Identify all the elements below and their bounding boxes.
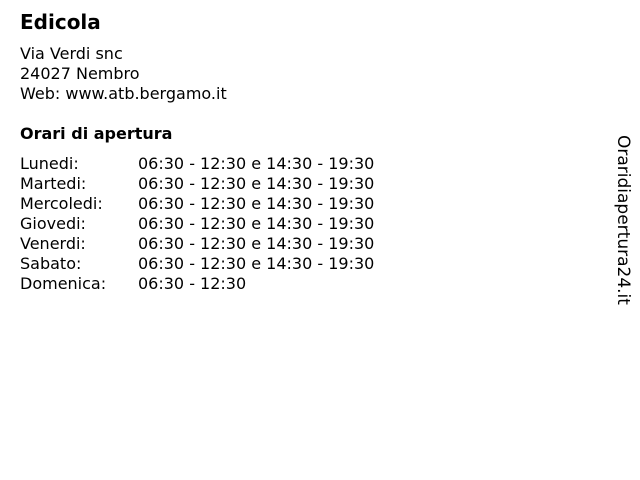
hours-day: Domenica: <box>20 274 107 293</box>
hours-row-giovedi <box>20 214 374 234</box>
hours-row-sabato <box>20 254 374 274</box>
hours-time: 06:30 - 12:30 <box>138 274 247 293</box>
hours-day: Martedi: <box>20 174 87 193</box>
hours-day: Giovedi: <box>20 214 86 233</box>
hours-time: 06:30 - 12:30 e 14:30 - 19:30 <box>138 194 375 213</box>
hours-day: Venerdi: <box>20 234 86 253</box>
page-title: Edicola <box>20 10 101 34</box>
site-brand-vertical: Oraridiapertura24.it <box>613 135 633 305</box>
hours-row-domenica <box>20 274 374 294</box>
hours-time: 06:30 - 12:30 e 14:30 - 19:30 <box>138 214 375 233</box>
hours-time: 06:30 - 12:30 e 14:30 - 19:30 <box>138 234 375 253</box>
address-city: 24027 Nembro <box>20 64 140 83</box>
hours-time: 06:30 - 12:30 e 14:30 - 19:30 <box>138 174 375 193</box>
address-web[interactable]: Web: www.atb.bergamo.it <box>20 84 227 103</box>
hours-time: 06:30 - 12:30 e 14:30 - 19:30 <box>138 154 375 173</box>
hours-day: Sabato: <box>20 254 82 273</box>
hours-time: 06:30 - 12:30 e 14:30 - 19:30 <box>138 254 375 273</box>
address-block <box>20 44 227 104</box>
hours-day: Mercoledi: <box>20 194 103 213</box>
hours-row-mercoledi <box>20 194 374 214</box>
opening-hours-list <box>20 154 374 294</box>
address-street: Via Verdi snc <box>20 44 123 63</box>
hours-row-venerdi <box>20 234 374 254</box>
hours-row-lunedi <box>20 154 374 174</box>
opening-hours-heading: Orari di apertura <box>20 124 173 143</box>
hours-day: Lunedi: <box>20 154 79 173</box>
hours-row-martedi <box>20 174 374 194</box>
